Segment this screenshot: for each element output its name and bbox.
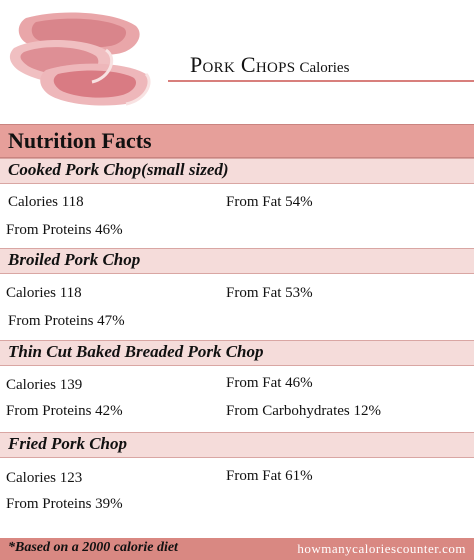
footer	[0, 538, 474, 560]
nutrition-facts-bar	[0, 124, 474, 158]
fat-value: From Fat 53%	[226, 285, 313, 301]
nutrition-facts-title: Nutrition Facts	[8, 128, 152, 153]
proteins-value: From Proteins 39%	[6, 496, 123, 512]
title-rule	[168, 80, 474, 82]
section-title: Broiled Pork Chop	[8, 250, 141, 269]
header	[0, 0, 474, 120]
section-header-broiled	[0, 248, 474, 274]
calories-value: Calories 123	[6, 470, 83, 486]
footer-note: *Based on a 2000 calorie diet	[8, 540, 178, 555]
page-title	[190, 52, 349, 78]
fat-value: From Fat 54%	[226, 194, 313, 210]
title-main: Pork Chops	[190, 52, 296, 77]
section-header-fried	[0, 432, 474, 458]
pork-chops-photo	[6, 8, 156, 108]
section-header-thin-cut	[0, 340, 474, 366]
title-small: Calories	[299, 60, 350, 76]
calories-value: Calories 118	[6, 285, 82, 301]
fat-value: From Fat 61%	[226, 468, 313, 484]
carbs-value: From Carbohydrates 12%	[226, 403, 381, 419]
section-header-cooked	[0, 158, 474, 184]
proteins-value: From Proteins 46%	[6, 222, 123, 238]
proteins-value: From Proteins 47%	[8, 313, 125, 329]
proteins-value: From Proteins 42%	[6, 403, 123, 419]
section-title: Fried Pork Chop	[8, 434, 128, 453]
fat-value: From Fat 46%	[226, 375, 313, 391]
section-title: Cooked Pork Chop(small sized)	[8, 160, 229, 179]
calories-value: Calories 118	[8, 194, 84, 210]
section-title: Thin Cut Baked Breaded Pork Chop	[8, 342, 264, 361]
site-watermark: howmanycaloriescounter.com	[297, 541, 466, 556]
calories-value: Calories 139	[6, 377, 83, 393]
